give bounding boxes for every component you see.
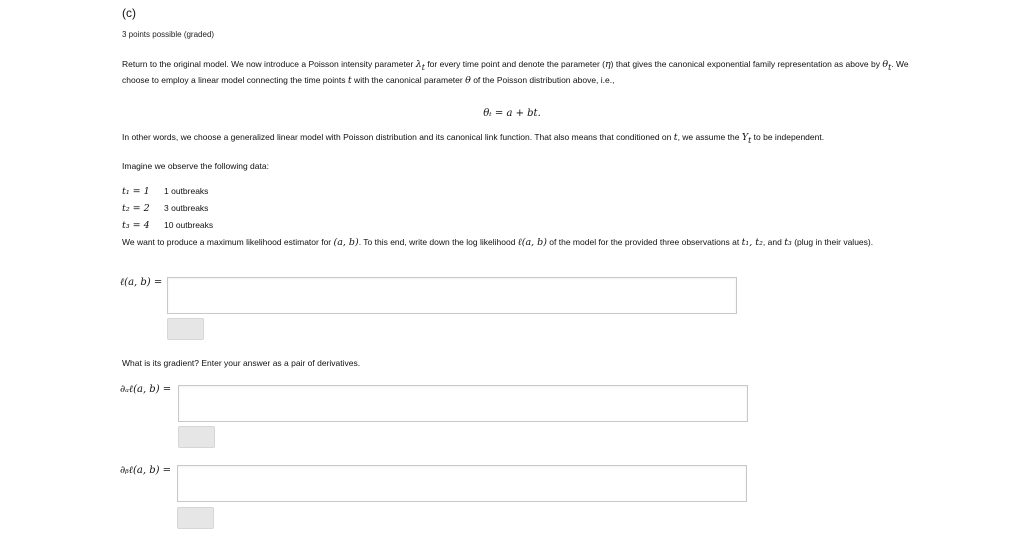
- grad-a-label: ∂ₐℓ(a, b) =: [120, 384, 172, 395]
- intro-text-2: for every time point and denote the parameter (: [424, 59, 605, 69]
- grad-b-label: ∂ᵦℓ(a, b) =: [120, 465, 172, 476]
- grad-a-submit-button[interactable]: [178, 426, 215, 448]
- part-label: (c): [122, 6, 136, 20]
- gradient-prompt: What is its gradient? Enter your answer as a pair of derivatives.: [122, 358, 361, 368]
- loglik-label: ℓ(a, b) =: [120, 277, 163, 288]
- grad-b-submit-button[interactable]: [177, 507, 214, 529]
- grad-b-input[interactable]: [177, 465, 747, 502]
- data-row-1-time: t₁ = 1: [122, 186, 150, 197]
- theta-glyph: θ: [882, 59, 889, 70]
- ab-pair: (a, b): [333, 237, 359, 248]
- lambda-glyph: λ: [415, 59, 422, 70]
- lambda-symbol: [416, 59, 425, 70]
- theta-subscript: t: [888, 62, 892, 72]
- mle-text-2: . To this end, write down the log likelihood: [358, 237, 518, 247]
- y-subscript: t: [748, 135, 752, 145]
- mle-text-3: of the model for the provided three observations at: [546, 237, 742, 247]
- data-row-3: [122, 220, 213, 231]
- loglik-symbol: ℓ(a, b): [517, 237, 547, 248]
- glm-text-2: , we assume the: [677, 132, 742, 142]
- glm-text-3: to be independent.: [751, 132, 825, 142]
- intro-text-6: of the Poisson distribution above, i.e.,: [470, 75, 615, 86]
- intro-text-4: . We choose to employ a linear model connecting the time points: [122, 59, 909, 86]
- t3-symbol: t₃: [784, 237, 792, 248]
- intro-text-3: ) that gives the canonical exponential family representation as above by: [610, 59, 883, 69]
- imagine-text: Imagine we observe the following data:: [122, 161, 269, 171]
- loglik-input[interactable]: [167, 277, 737, 314]
- linear-model-equation: θₜ = a + bt.: [483, 108, 541, 119]
- t-symbol: t: [673, 132, 678, 143]
- t-symbol: t: [347, 75, 352, 87]
- y-glyph: Y: [741, 132, 749, 143]
- eta-symbol: η: [604, 59, 611, 70]
- glm-text-1: In other words, we choose a generalized linear model with Poisson distribution and its canonical link function. That also means that conditioned on: [122, 132, 674, 142]
- glm-paragraph: [122, 131, 912, 147]
- grad-a-input[interactable]: [178, 385, 748, 422]
- intro-text-5: with the canonical parameter: [351, 75, 466, 86]
- mle-text-4: , and: [762, 237, 785, 247]
- data-row-1-count: 1 outbreaks: [164, 186, 209, 196]
- lambda-subscript: t: [421, 62, 425, 72]
- data-row-1: [122, 186, 208, 197]
- data-row-2-time: t₂ = 2: [122, 203, 150, 214]
- loglik-submit-button[interactable]: [167, 318, 204, 340]
- mle-paragraph: [122, 236, 912, 250]
- theta-t-symbol: [882, 59, 891, 70]
- mle-text-5: (plug in their values).: [791, 237, 874, 247]
- points-possible: 3 points possible (graded): [122, 30, 215, 39]
- intro-text-1: Return to the original model. We now introduce a Poisson intensity parameter: [122, 59, 416, 69]
- theta-symbol: θ: [465, 75, 471, 87]
- y-t-symbol: [742, 132, 751, 143]
- intro-paragraph: [122, 58, 912, 88]
- mle-text-1: We want to produce a maximum likelihood estimator for: [122, 237, 334, 247]
- data-row-2-count: 3 outbreaks: [164, 203, 209, 213]
- data-row-2: [122, 203, 208, 214]
- t1-t2-symbols: t₁, t₂: [741, 237, 763, 248]
- data-row-3-count: 10 outbreaks: [164, 220, 214, 230]
- data-row-3-time: t₃ = 4: [122, 220, 150, 231]
